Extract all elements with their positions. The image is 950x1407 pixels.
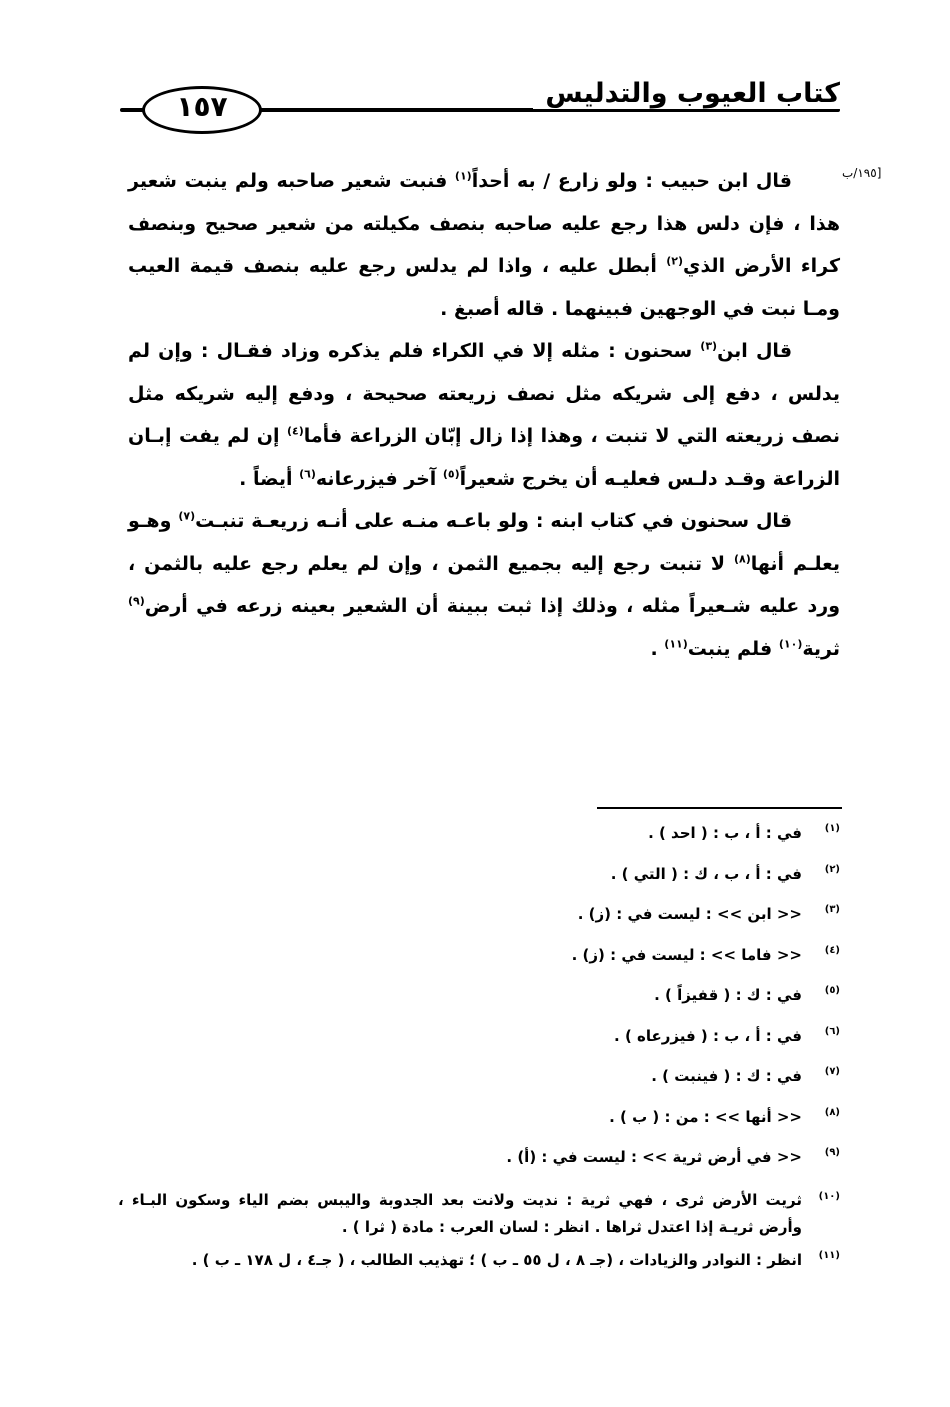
footnote [118,863,840,904]
footnote-text: ثريت الأرض ثرى ، فهي ثرية : نديت ولانت بعد الجدوبة واليبس بضم الياء وسكون البـاء ، وأرض ثريـة إذا اعتدل ثراها . انظر : لسان العرب : مادة ( ثرا ) . [118,1190,802,1236]
footnote-number: (٥) [824,985,840,996]
footnote-number: (٢) [824,863,840,875]
footnote-text: في : ك : ( قفيزاً ) . [654,986,802,1004]
footnote-text: في : أ ، ب ، ك : ( التي ) . [610,864,802,883]
text-segment: ثرية [802,637,840,660]
paragraph [128,330,840,500]
footnote-ref: (٥) [442,467,460,481]
footnote-ref: (٢) [666,254,684,268]
text-segment: وهـو يعلـم أنها [128,510,840,575]
main-text [128,160,840,670]
footnote-number: (١٠) [818,1190,840,1202]
text-segment: إن لم يفت إبـان الزراعة وقـد دلـس فعليـه أن يخرج شعيراً [128,425,840,490]
footnote-text: في : أ ، ب : ( احد ) . [648,824,802,842]
footnote-ref: (٩) [128,594,145,608]
footnote-number: (١) [824,823,840,834]
text-segment: فلم ينبت [687,637,779,660]
text-segment: لا تنبت رجع إليه بجميع الثمن ، وإن لم يعلم رجع عليه بالثمن ، ورد عليه شـعيراً مثله ، وذلك إذا ثبت ببينة أن الشعير بعينه زرعه في أرض [128,552,840,617]
footnote-text: انظر : النوادر والزيادات ، (جـ ٨ ، ل ٥٥ ـ ب ) ؛ تهذيب الطالب ، ( جـ٤ ، ل ١٧٨ ـ ب ) . [191,1250,802,1269]
page-number-badge [142,86,260,132]
page-number: ١٥٧ [176,90,228,123]
text-segment: قال ابن [717,340,793,362]
footnote-text: في : أ ، ب : ( فيزرعاه ) . [614,1026,802,1045]
footnote [118,944,840,985]
footnote [118,1146,840,1187]
text-segment: فنبت شعير صاحبه ولم ينبت شعير هذا ، فإن دلس هذا رجع عليه صاحبه بنصف مكيلته من شعير صحيح وبنصف كراء الأرض الذي [128,170,840,277]
footnote-ref: (١٠) [778,637,803,651]
footnote-text: << أنها >> : من : ( ب ) . [609,1107,802,1126]
footnote-number: (٨) [824,1106,840,1118]
footnote-text: في : ك : ( فينبت ) . [651,1067,802,1085]
footnote-number: (٧) [824,1066,840,1077]
text-segment: أيضاً . [239,467,300,490]
footnote-number: (٤) [824,944,840,956]
text-segment: آخر فيزرعانه [315,467,443,490]
footnote-text: << في أرض ثرية >> : ليست في : (أ) . [506,1148,802,1166]
text-segment: أبطل عليه ، واذا لم يدلس رجع عليه بنصف قيمة العيب ومـا نبت في الوجهين فبينهما . قاله أصبغ . [128,255,840,320]
footnote [118,984,840,1025]
footnote [118,1025,840,1066]
footnote-number: (٦) [824,1025,840,1037]
paragraph [128,500,840,670]
folio-marker: [١٩٥/ب [842,166,882,180]
footnote-text: << ابن >> : ليست في : (ز) . [577,905,802,923]
footnote-number: (٩) [824,1147,840,1158]
footnote [118,903,840,944]
footnote-separator [597,807,842,809]
footnote-ref: (٨) [733,552,751,566]
footnote-ref: (٦) [299,467,316,481]
footnote [118,1187,840,1241]
book-title: كتاب العيوب والتدليس [533,78,840,109]
footnote-text: << فاما >> : ليست في : (ز) . [571,945,802,964]
footnote [118,1065,840,1106]
text-segment: قال ابن حبيب : ولو زارع / به أحداً [471,170,792,192]
footnote-number: (١١) [818,1249,840,1261]
text-segment: سحنون : مثله إلا في الكراء فلم يذكره وزاد فقـال : وإن لم يدلس ، دفع إلى شريكه مثل نصف زريعته صحيحة ، ودفع إليه شريكه مثل نصف زريعته التي لا تنبت ، وهذا إذا زال إبّان الزراعة فأما [128,340,840,447]
text-segment: قال سحنون في كتاب ابنه : ولو باعـه منـه على أنـه زريعـة تنبـت [195,510,793,532]
footnote [118,1106,840,1147]
footnote-ref: (١) [454,169,472,183]
footnote-ref: (٤) [286,424,304,438]
footnotes [118,822,840,1289]
footnote-ref: (٧) [178,509,196,523]
running-header [120,72,840,132]
footnote-number: (٣) [824,904,840,915]
paragraph [128,160,840,330]
footnote-ref: (١١) [664,637,688,651]
footnote [118,822,840,863]
text-segment: . [650,637,665,660]
footnote [118,1249,840,1290]
footnote-ref: (٣) [700,339,718,353]
